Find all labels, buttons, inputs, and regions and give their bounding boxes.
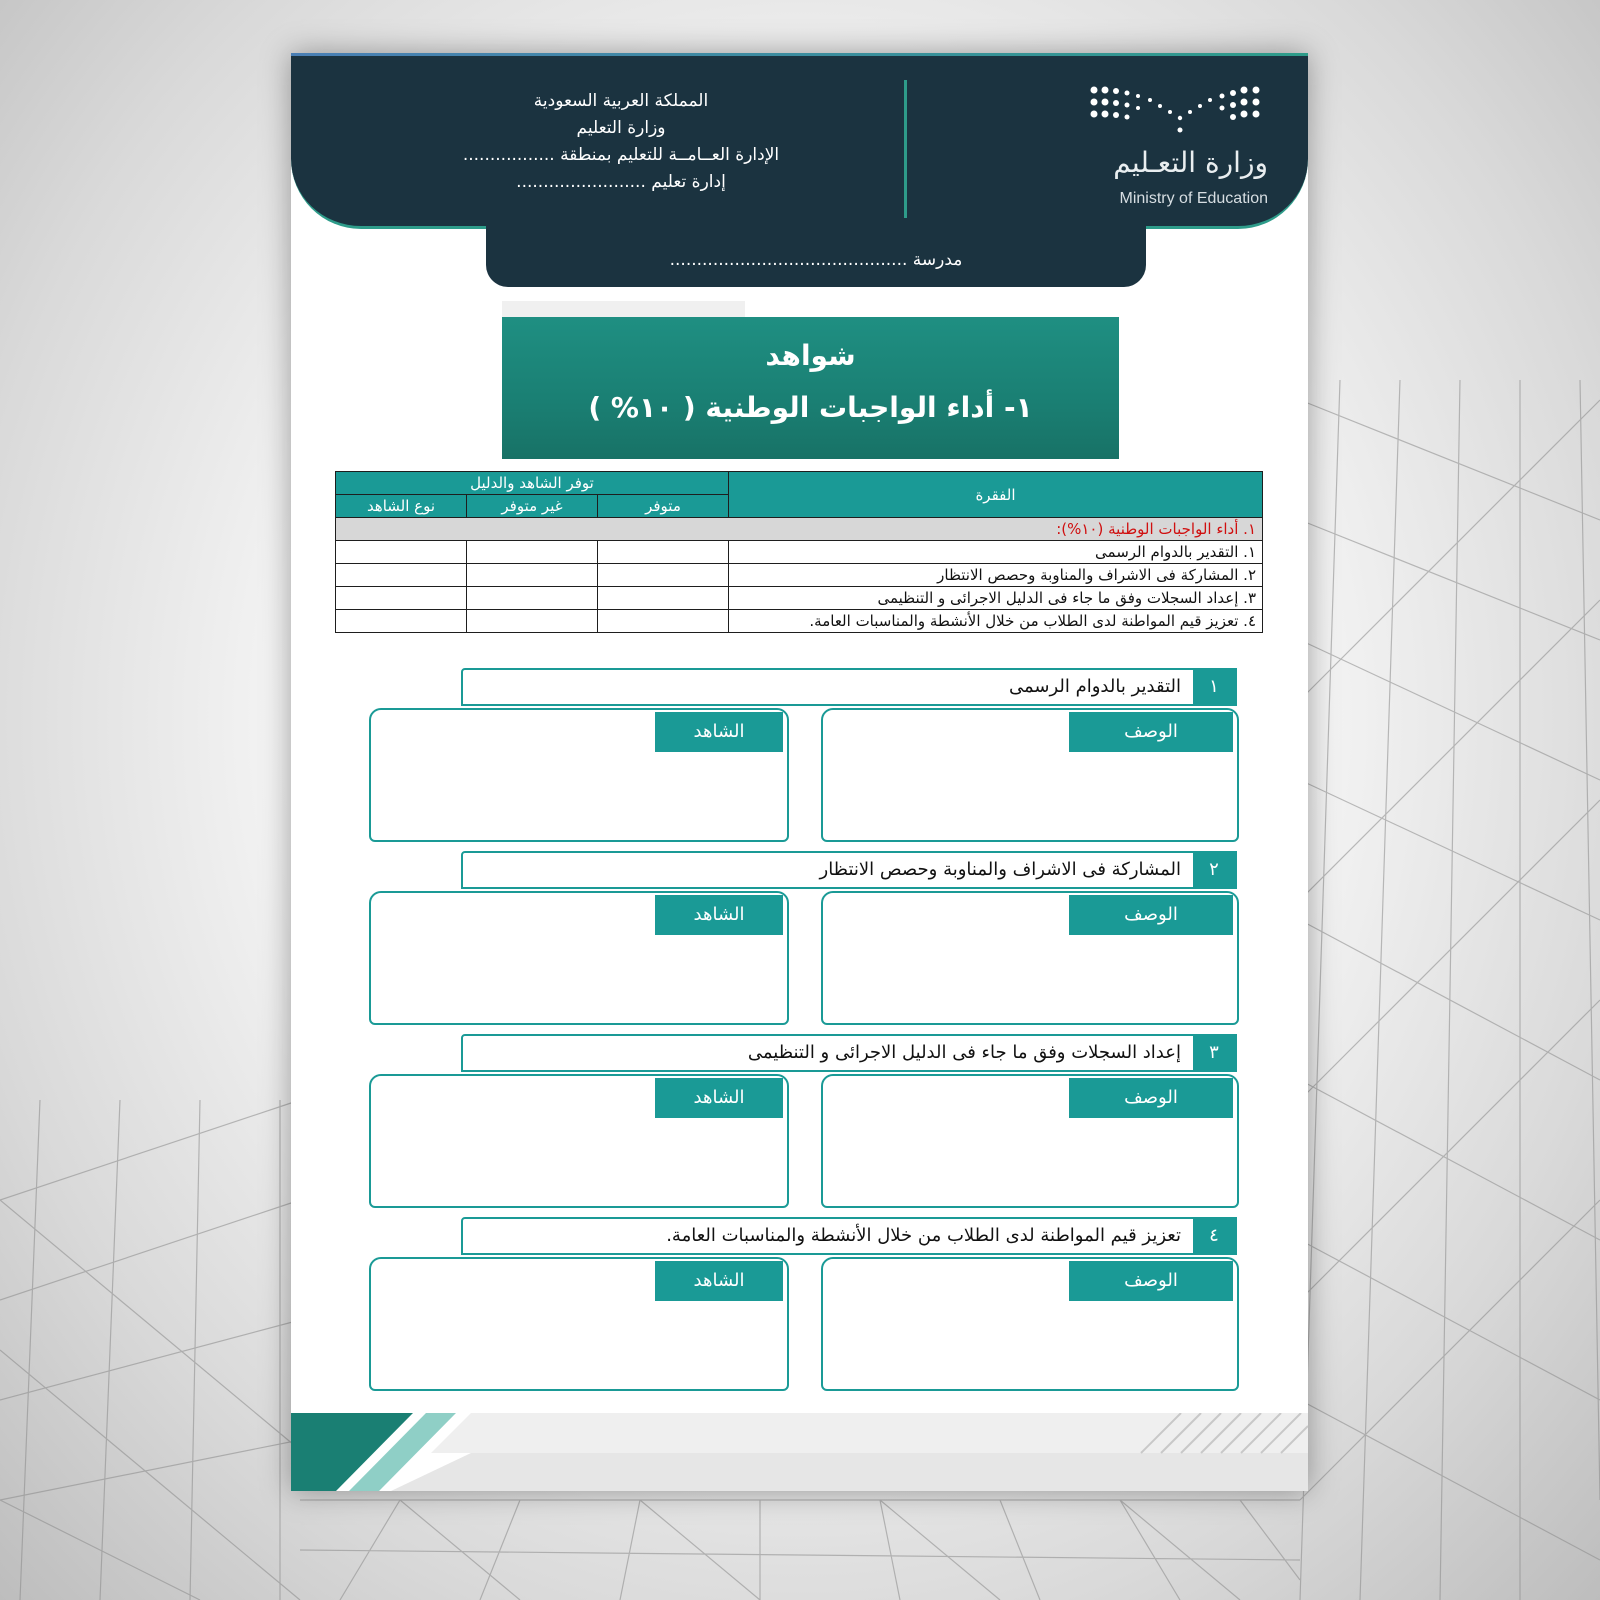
item-title: التقدير بالدوام الرسمى bbox=[1008, 676, 1181, 697]
header-address-block bbox=[441, 88, 801, 196]
header-line-admin: إدارة تعليم ........................ bbox=[516, 172, 726, 192]
table-cell-type[interactable] bbox=[336, 587, 467, 610]
table-header-type: نوع الشاهد bbox=[336, 495, 467, 518]
item-number: ٢ bbox=[1193, 851, 1235, 889]
evidence-panel[interactable] bbox=[369, 1074, 789, 1208]
evidence-item-4 bbox=[369, 1217, 1239, 1393]
item-heading bbox=[461, 1217, 1237, 1255]
table-cell-available[interactable] bbox=[597, 587, 728, 610]
evidence-label: الشاهد bbox=[655, 1078, 783, 1118]
table-header-unavailable: غير متوفر bbox=[467, 495, 598, 518]
item-heading bbox=[461, 851, 1237, 889]
description-label: الوصف bbox=[1069, 712, 1233, 752]
table-row-label: ٣. إعداد السجلات وفق ما جاء فى الدليل الاجرائى و التنظيمى bbox=[728, 587, 1262, 610]
logo-arabic-text: وزارة التعـليم bbox=[1113, 146, 1268, 179]
table-header-item: الفقرة bbox=[728, 472, 1262, 518]
table-cell-unavailable[interactable] bbox=[467, 541, 598, 564]
evidence-item-3 bbox=[369, 1034, 1239, 1210]
description-panel[interactable] bbox=[821, 708, 1239, 842]
table-row-label: ٤. تعزيز قيم المواطنة لدى الطلاب من خلال الأنشطة والمناسبات العامة. bbox=[728, 610, 1262, 633]
page-subtitle: ١- أداء الواجبات الوطنية ( ١٠% ) bbox=[588, 391, 1033, 424]
table-row-label: ١. التقدير بالدوام الرسمى bbox=[728, 541, 1262, 564]
evidence-label: الشاهد bbox=[655, 1261, 783, 1301]
table-cell-unavailable[interactable] bbox=[467, 610, 598, 633]
evidence-item-2 bbox=[369, 851, 1239, 1027]
table-cell-unavailable[interactable] bbox=[467, 564, 598, 587]
table-cell-type[interactable] bbox=[336, 610, 467, 633]
header-line-kingdom: المملكة العربية السعودية bbox=[533, 91, 709, 111]
item-number: ٣ bbox=[1193, 1034, 1235, 1072]
evidence-summary-table bbox=[335, 471, 1263, 633]
logo-dots-icon bbox=[1088, 84, 1268, 140]
evidence-panel[interactable] bbox=[369, 708, 789, 842]
table-row bbox=[336, 541, 1263, 564]
description-label: الوصف bbox=[1069, 895, 1233, 935]
table-header-group: توفر الشاهد والدليل bbox=[336, 472, 729, 495]
table-cell-available[interactable] bbox=[597, 541, 728, 564]
page-title: شواهد bbox=[765, 339, 856, 372]
header-line-general-admin: الإدارة العــامــة للتعليم بمنطقة ................. bbox=[462, 145, 780, 165]
footer-decoration bbox=[291, 1413, 1308, 1491]
table-row bbox=[336, 610, 1263, 633]
table-cell-available[interactable] bbox=[597, 610, 728, 633]
item-number: ١ bbox=[1193, 668, 1235, 706]
table-header-available: متوفر bbox=[597, 495, 728, 518]
school-name-bar bbox=[486, 225, 1146, 287]
table-cell-type[interactable] bbox=[336, 564, 467, 587]
table-cell-available[interactable] bbox=[597, 564, 728, 587]
header-line-ministry: وزارة التعليم bbox=[576, 118, 666, 138]
table-cell-unavailable[interactable] bbox=[467, 587, 598, 610]
evidence-panel[interactable] bbox=[369, 1257, 789, 1391]
item-title: المشاركة فى الاشراف والمناوبة وحصص الانتظار bbox=[819, 859, 1181, 880]
table-row-label: ٢. المشاركة فى الاشراف والمناوبة وحصص الانتظار bbox=[728, 564, 1262, 587]
document-header bbox=[291, 56, 1308, 229]
ministry-logo bbox=[1068, 84, 1268, 214]
evidence-item-1 bbox=[369, 668, 1239, 844]
item-number: ٤ bbox=[1193, 1217, 1235, 1255]
title-banner bbox=[502, 317, 1119, 459]
description-label: الوصف bbox=[1069, 1078, 1233, 1118]
description-panel[interactable] bbox=[821, 891, 1239, 1025]
item-title: تعزيز قيم المواطنة لدى الطلاب من خلال الأنشطة والمناسبات العامة. bbox=[666, 1225, 1181, 1246]
description-panel[interactable] bbox=[821, 1074, 1239, 1208]
description-panel[interactable] bbox=[821, 1257, 1239, 1391]
table-section-row: ١. أداء الواجبات الوطنية (١٠%): bbox=[336, 518, 1263, 541]
table-row bbox=[336, 587, 1263, 610]
item-title: إعداد السجلات وفق ما جاء فى الدليل الاجرائى و التنظيمى bbox=[747, 1042, 1181, 1063]
table-row bbox=[336, 564, 1263, 587]
item-heading bbox=[461, 668, 1237, 706]
school-label: مدرسة ............................................ bbox=[669, 250, 963, 270]
evidence-label: الشاهد bbox=[655, 895, 783, 935]
description-label: الوصف bbox=[1069, 1261, 1233, 1301]
evidence-label: الشاهد bbox=[655, 712, 783, 752]
table-cell-type[interactable] bbox=[336, 541, 467, 564]
header-divider bbox=[904, 80, 907, 218]
evidence-panel[interactable] bbox=[369, 891, 789, 1025]
item-heading bbox=[461, 1034, 1237, 1072]
logo-english-text: Ministry of Education bbox=[1119, 190, 1268, 207]
document-page bbox=[291, 53, 1308, 1491]
